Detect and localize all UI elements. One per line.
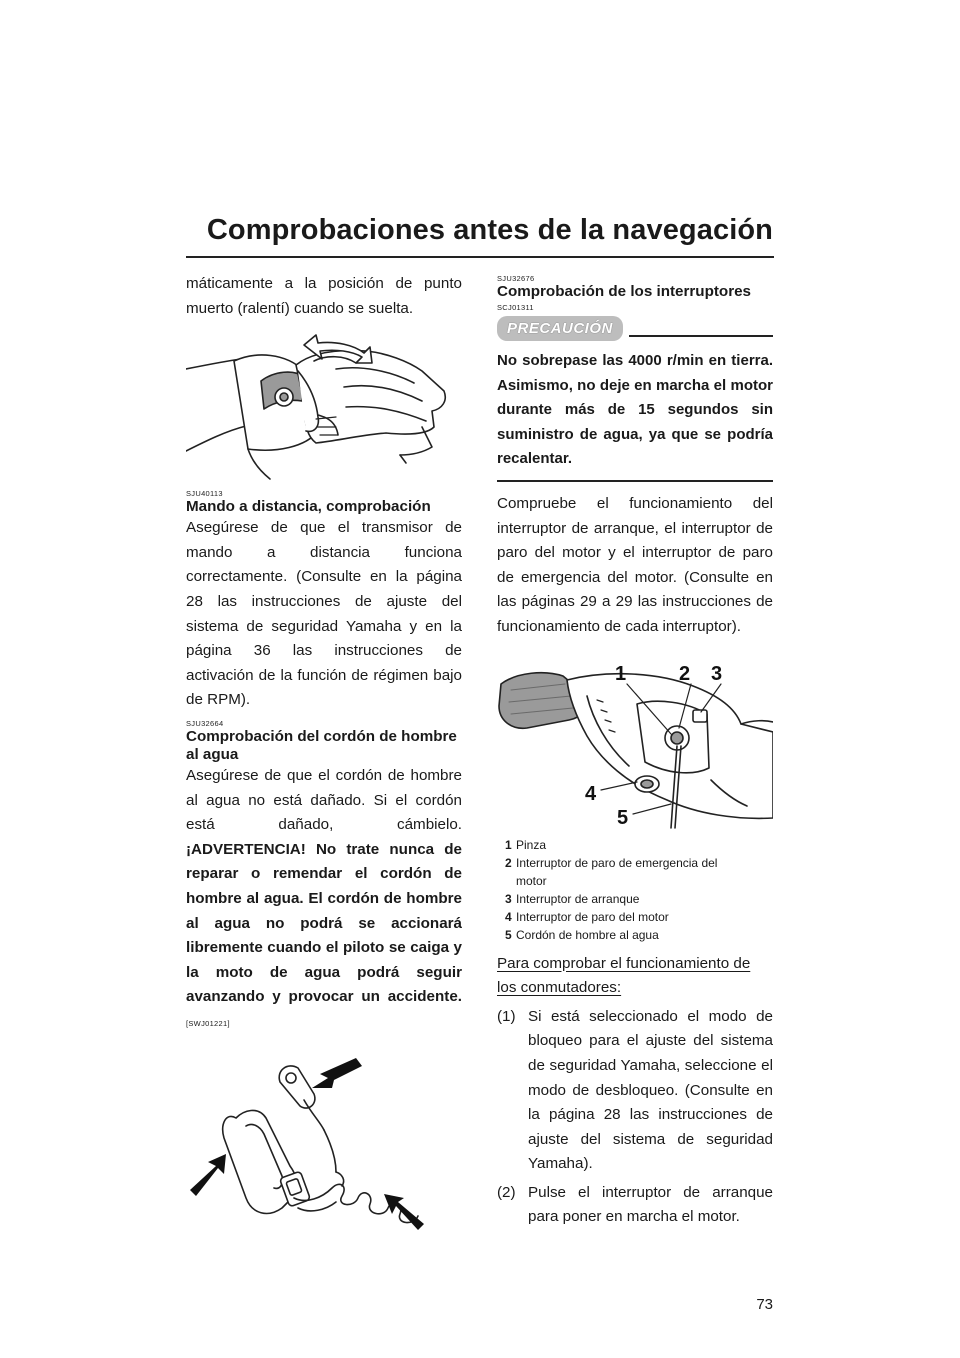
- lanyard-warning-text: ¡ADVERTENCIA! No trate nunca de reparar o remendar el cordón de hombre al agua. El cordón de hombre al agua no podrá se accionará libremente cuando el piloto se caiga y la moto de agua podrá seguir avanzando y provocar un accidente.: [186, 840, 462, 1006]
- figure-label-5: 5: [617, 806, 629, 829]
- page-number: 73: [756, 1296, 773, 1313]
- legend-item: [505, 854, 773, 890]
- page-header-title: Comprobaciones antes de la navegación: [206, 214, 773, 246]
- section-title-switches: Comprobación de los interruptores: [497, 283, 751, 300]
- legend-item: [505, 926, 773, 944]
- section-code-switches: SJU32676: [497, 274, 535, 283]
- section-title-lanyard: Comprobación del cordón de hombre al agua: [186, 727, 457, 763]
- legend-text: Pinza: [516, 837, 547, 852]
- figure-label-1: 1: [615, 662, 627, 685]
- legend-num: 4: [505, 909, 512, 924]
- caution-label: PRECAUCIÓN: [497, 316, 623, 341]
- step-text: Pulse el interruptor de arranque para poner en marcha el motor.: [528, 1183, 773, 1226]
- lanyard-warning-code: [SWJ01221]: [186, 1018, 230, 1028]
- lanyard-illustration: [186, 1048, 462, 1238]
- legend-text: Interruptor de arranque: [516, 891, 640, 906]
- legend-item: [505, 908, 773, 926]
- section-body-remote: Asegúrese de que el transmisor de mando a distancia funciona correctamente. (Consulte en la página 28 las instrucciones de ajuste del sistema de seguridad Yamaha y en la página 36 las instrucciones de activación de la función de régimen bajo de RPM).: [186, 519, 462, 709]
- step-number: (2): [497, 1183, 516, 1201]
- legend-item: [505, 890, 773, 908]
- section-body-switches: Compruebe el funcionamiento del interruptor de arranque, el interruptor de paro del motor y el interruptor de paro de emergencia del motor. (Consulte en las páginas 29 a 29 las instrucciones de funcionamiento de cada interruptor).: [497, 494, 773, 635]
- legend-num: 5: [505, 927, 512, 942]
- header-rule: [186, 256, 774, 258]
- procedure-heading: Para comprobar el funcionamiento de los conmutadores:: [497, 954, 751, 997]
- legend-num: 1: [505, 837, 512, 852]
- caution-rule: [629, 335, 773, 337]
- caution-end-rule: [497, 480, 773, 482]
- legend-num: 2: [505, 855, 512, 870]
- right-column: [497, 274, 773, 1230]
- caution-header: [497, 316, 773, 341]
- figure-legend: [497, 836, 773, 944]
- section-code-remote: SJU40113: [186, 489, 223, 499]
- legend-num: 3: [505, 891, 512, 906]
- procedure-step: [497, 1005, 773, 1177]
- legend-item: [505, 836, 773, 854]
- section-code-lanyard: SJU32664: [186, 718, 224, 728]
- switches-illustration: [497, 650, 773, 830]
- legend-text: Cordón de hombre al agua: [516, 927, 659, 942]
- figure-label-3: 3: [711, 662, 723, 685]
- figure-label-4: 4: [585, 782, 597, 805]
- figure-label-2: 2: [679, 662, 691, 685]
- caution-text: No sobrepase las 4000 r/min en tierra. Asimismo, no deje en marcha el motor durante más de 15 segundos sin suministro de agua, ya que se podría recalentar.: [497, 352, 773, 468]
- lanyard-body-text: Asegúrese de que el cordón de hombre al agua no está dañado. Si el cordón está dañado, cámbielo.: [186, 766, 462, 834]
- procedure-step: [497, 1181, 773, 1230]
- section-title-remote: Mando a distancia, comprobación: [186, 498, 431, 516]
- intro-text: máticamente a la posición de punto muerto (ralentí) cuando se suelta.: [186, 275, 462, 317]
- left-column: [186, 272, 462, 1238]
- caution-code: SCJ01311: [497, 303, 534, 312]
- step-number: (1): [497, 1007, 516, 1025]
- legend-text: Interruptor de paro del motor: [516, 909, 669, 924]
- legend-text: Interruptor de paro de emergencia del motor: [516, 855, 718, 888]
- step-text: Si está seleccionado el modo de bloqueo para el ajuste del sistema de seguridad Yamaha, seleccione el modo de desbloqueo. (Consulte en la página 28 las instrucciones de ajuste del sistema de seguridad Yamaha).: [528, 1007, 773, 1173]
- throttle-lever-illustration: [186, 331, 462, 481]
- section-body-lanyard: [186, 764, 462, 1037]
